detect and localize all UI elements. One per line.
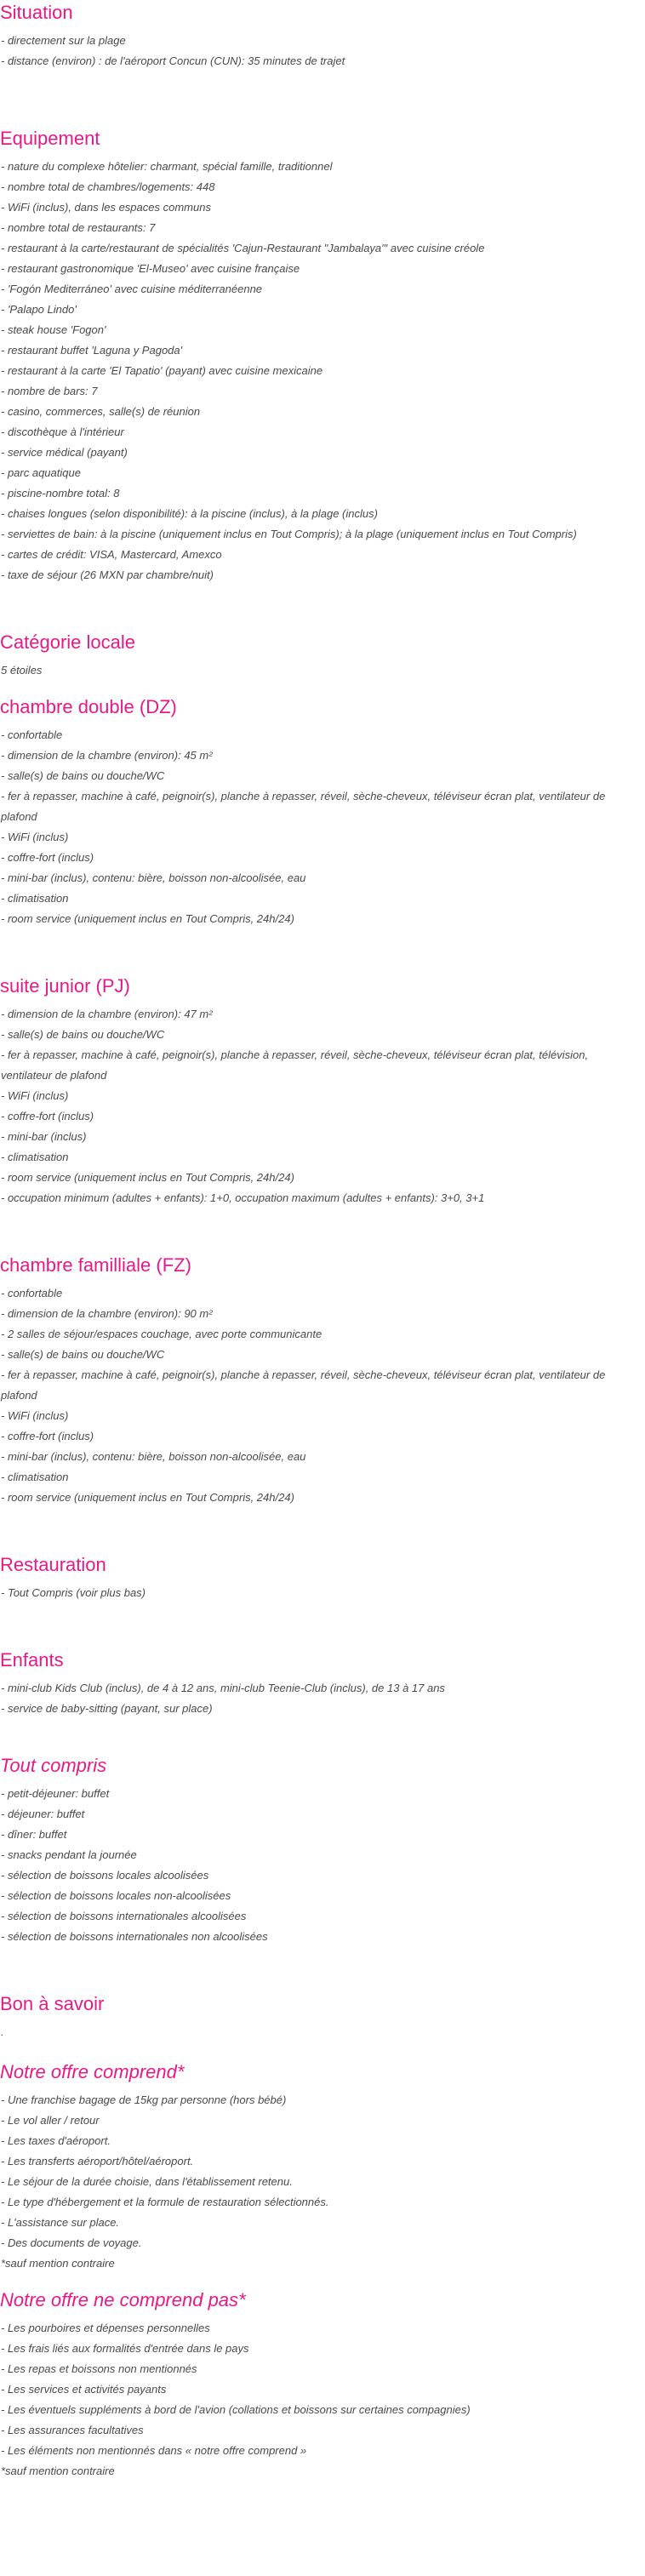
section-list: [0, 31, 645, 71]
section-title: Catégorie locale: [0, 631, 135, 653]
list-item: - 'Palapo Lindo': [1, 303, 77, 316]
list-item: - dimension de la chambre (environ): 90 m²: [1, 1307, 213, 1320]
list-item: - snacks pendant la journée: [1, 1848, 137, 1861]
list-item: - chaises longues (selon disponibilité): à la piscine (inclus), à la plage (inclus): [1, 507, 378, 520]
list-item: - Tout Compris (voir plus bas): [1, 1586, 146, 1599]
list-item: - Les repas et boissons non mentionnés: [1, 2362, 197, 2375]
section: [0, 1648, 645, 1719]
list-item: - mini-bar (inclus), contenu: bière, boisson non-alcoolisée, eau: [1, 1450, 306, 1463]
section: [0, 1253, 645, 1508]
list-item: - room service (uniquement inclus en Tout Compris, 24h/24): [1, 1491, 294, 1504]
section-title: Situation: [0, 2, 73, 23]
list-item: - taxe de séjour (26 MXN par chambre/nuit): [1, 568, 214, 581]
list-item: - Les assurances facultatives: [1, 2424, 144, 2436]
list-item: - 'Fogón Mediterráneo' avec cuisine méditerranéenne: [1, 283, 263, 295]
list-item: - salle(s) de bains ou douche/WC: [1, 1028, 165, 1041]
list-item: - L'assistance sur place.: [1, 2216, 120, 2229]
list-item: - coffre-fort (inclus): [1, 1110, 94, 1122]
section: [0, 0, 645, 71]
section-list: [0, 1784, 645, 1947]
section-title: Notre offre comprend*: [0, 2061, 185, 2082]
list-item: - casino, commerces, salle(s) de réunion: [1, 405, 201, 418]
list-item: - fer à repasser, machine à café, peignoir(s), planche à repasser, réveil, sèche-cheveux, téléviseur écran plat, ventilateur de plafond: [1, 1368, 606, 1402]
list-item: - parc aquatique: [1, 466, 81, 479]
list-item: - WiFi (inclus): [1, 831, 69, 843]
list-item: 5 étoiles: [1, 664, 43, 677]
section: [0, 1753, 645, 1947]
section-title: chambre familliale (FZ): [0, 1254, 191, 1276]
list-item: - sélection de boissons internationales non alcoolisées: [1, 1930, 268, 1943]
list-item: - service de baby-sitting (payant, sur place): [1, 1702, 213, 1715]
list-item: .: [1, 2025, 4, 2038]
section: [0, 126, 645, 585]
section-list: [0, 1583, 645, 1603]
section-list: [0, 2318, 645, 2482]
list-item: - salle(s) de bains ou douche/WC: [1, 769, 165, 782]
section-title: Tout compris: [0, 1755, 107, 1776]
list-item: - climatisation: [1, 1151, 69, 1163]
list-item: - Des documents de voyage.: [1, 2236, 142, 2249]
list-item: - sélection de boissons internationales alcoolisées: [1, 1910, 247, 1922]
list-item: - petit-déjeuner: buffet: [1, 1787, 110, 1800]
list-item: - restaurant buffet 'Laguna y Pagoda': [1, 344, 183, 357]
section-list: [0, 660, 645, 681]
list-item: - mini-bar (inclus), contenu: bière, boisson non-alcoolisée, eau: [1, 871, 306, 884]
list-item: - Une franchise bagage de 15kg par personne (hors bébé): [1, 2093, 287, 2106]
list-item: - distance (environ) : de l'aéroport Concun (CUN): 35 minutes de trajet: [1, 54, 345, 67]
section: [0, 1552, 645, 1603]
list-item: - cartes de crédit: VISA, Mastercard, Amexco: [1, 548, 222, 561]
list-item: - coffre-fort (inclus): [1, 1430, 94, 1442]
list-item: - confortable: [1, 728, 63, 741]
list-item: - Les pourboires et dépenses personnelles: [1, 2322, 210, 2334]
list-item: - confortable: [1, 1287, 63, 1299]
list-item: - dimension de la chambre (environ): 45 m²: [1, 749, 213, 762]
list-item: - sélection de boissons locales alcoolisées: [1, 1869, 209, 1882]
section: [0, 694, 645, 929]
section-list: [0, 2090, 645, 2274]
section: [0, 2288, 645, 2482]
list-item: - nombre total de restaurants: 7: [1, 221, 156, 234]
section-list: [0, 1283, 645, 1508]
list-item: - Le séjour de la durée choisie, dans l'établissement retenu.: [1, 2175, 293, 2188]
section-list: [0, 2022, 645, 2042]
list-item: *sauf mention contraire: [1, 2465, 115, 2477]
list-item: - nature du complexe hôtelier: charmant, spécial famille, traditionnel: [1, 160, 333, 173]
list-item: - Les frais liés aux formalités d'entrée dans le pays: [1, 2342, 249, 2355]
section-title: Equipement: [0, 128, 100, 149]
list-item: - nombre total de chambres/logements: 448: [1, 180, 215, 193]
section-title: Bon à savoir: [0, 1993, 105, 2014]
list-item: - Les taxes d'aéroport.: [1, 2134, 111, 2147]
section-list: [0, 725, 645, 929]
list-item: - déjeuner: buffet: [1, 1808, 85, 1820]
list-item: - Les services et activités payants: [1, 2383, 167, 2396]
section-title: Restauration: [0, 1554, 106, 1575]
section-title: chambre double (DZ): [0, 696, 177, 717]
list-item: - mini-bar (inclus): [1, 1130, 87, 1143]
list-item: - dimension de la chambre (environ): 47 m²: [1, 1008, 213, 1020]
list-item: - Les éléments non mentionnés dans « notre offre comprend »: [1, 2444, 307, 2457]
list-item: - nombre de bars: 7: [1, 385, 98, 397]
list-item: - Les éventuels suppléments à bord de l'avion (collations et boissons sur certaines compagnies): [1, 2403, 471, 2416]
list-item: - WiFi (inclus), dans les espaces communs: [1, 201, 211, 214]
list-item: - discothèque à l'intérieur: [1, 426, 124, 438]
list-item: - fer à repasser, machine à café, peignoir(s), planche à repasser, réveil, sèche-cheveux, téléviseur écran plat, ventilateur de plafond: [1, 790, 606, 823]
list-item: - restaurant à la carte/restaurant de spécialités 'Cajun-Restaurant "Jambalaya"' avec cuisine créole: [1, 242, 485, 254]
list-item: - sélection de boissons locales non-alcoolisées: [1, 1889, 231, 1902]
section-title: Enfants: [0, 1649, 64, 1671]
list-item: - fer à repasser, machine à café, peignoir(s), planche à repasser, réveil, sèche-cheveux, téléviseur écran plat, télévision, ventilateur de plafond: [1, 1048, 589, 1082]
list-item: - Le type d'hébergement et la formule de restauration sélectionnés.: [1, 2196, 329, 2208]
list-item: - piscine-nombre total: 8: [1, 487, 120, 500]
list-item: - WiFi (inclus): [1, 1409, 69, 1422]
section-title: Notre offre ne comprend pas*: [0, 2289, 246, 2310]
list-item: - room service (uniquement inclus en Tout Compris, 24h/24): [1, 1171, 294, 1184]
list-item: - service médical (payant): [1, 446, 128, 459]
list-item: - 2 salles de séjour/espaces couchage, avec porte communicante: [1, 1328, 322, 1340]
section-title: suite junior (PJ): [0, 975, 130, 997]
list-item: - coffre-fort (inclus): [1, 851, 94, 864]
section-list: [0, 157, 645, 585]
list-item: - restaurant à la carte 'El Tapatio' (payant) avec cuisine mexicaine: [1, 364, 323, 377]
list-item: - WiFi (inclus): [1, 1089, 69, 1102]
section: [0, 1991, 645, 2042]
list-item: - steak house 'Fogon': [1, 323, 106, 336]
list-item: - restaurant gastronomique 'El-Museo' avec cuisine française: [1, 262, 300, 275]
list-item: - directement sur la plage: [1, 34, 126, 47]
section-list: [0, 1004, 645, 1208]
section: [0, 2059, 645, 2274]
list-item: - Le vol aller / retour: [1, 2114, 100, 2127]
list-item: - salle(s) de bains ou douche/WC: [1, 1348, 165, 1361]
list-item: - climatisation: [1, 1471, 69, 1483]
section: [0, 974, 645, 1208]
list-item: *sauf mention contraire: [1, 2257, 115, 2270]
list-item: - serviettes de bain: à la piscine (uniquement inclus en Tout Compris); à la plage (uniquement inclus en Tout Compris): [1, 528, 577, 540]
list-item: - occupation minimum (adultes + enfants): 1+0, occupation maximum (adultes + enfants): 3+0, 3+1: [1, 1191, 485, 1204]
section: [0, 630, 645, 681]
list-item: - mini-club Kids Club (inclus), de 4 à 12 ans, mini-club Teenie-Club (inclus), de 13 à 17 ans: [1, 1682, 445, 1694]
list-item: - room service (uniquement inclus en Tout Compris, 24h/24): [1, 912, 294, 925]
list-item: - climatisation: [1, 892, 69, 905]
list-item: - dîner: buffet: [1, 1828, 67, 1841]
list-item: - Les transferts aéroport/hôtel/aéroport.: [1, 2155, 194, 2168]
section-list: [0, 1678, 645, 1719]
